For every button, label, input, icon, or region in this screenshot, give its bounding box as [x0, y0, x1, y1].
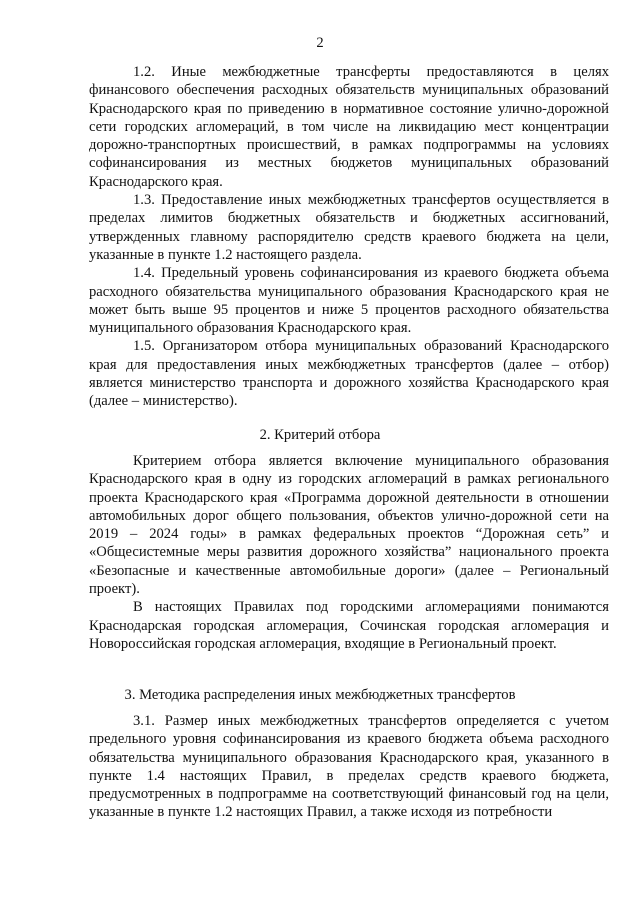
- paragraph-1-4: 1.4. Предельный уровень софинансирования из краевого бюджета объема расходного обязательства муниципального образования Краснодарского края не может быть выше 95 процентов и ниже 5 процентов расходного обязательства муниципального образования Краснодарского края.: [89, 265, 609, 337]
- paragraph-3-1: 3.1. Размер иных межбюджетных трансфертов определяется с учетом предельного уровня софинансирования из краевого бюджета объема расходного обязательства муниципального образования Краснодарского края, указанного в пункте 1.4 настоящих Правил, в пределах средств краевого бюджета, предусмотренных в подпрограмме на соответствующий финансовый год на цели, указанные в пункте 1.2 настоящих Правил, а также исходя из потребности: [89, 713, 609, 821]
- paragraph-1-3: 1.3. Предоставление иных межбюджетных трансфертов осуществляется в пределах лимитов бюджетных обязательств и бюджетных ассигнований, утвержденных главному распорядителю средств краевого бюджета на цели, указанные в пункте 1.2 настоящего раздела.: [89, 192, 609, 263]
- section-3-heading: 3. Методика распределения иных межбюджетных трансфертов: [124, 687, 516, 703]
- section-2-body: [89, 452, 609, 653]
- page-number: 2: [316, 35, 324, 51]
- paragraph-criterion: Критерием отбора является включение муниципального образования Краснодарского края в одну из городских агломераций в рамках регионального проекта Краснодарского края «Программа дорожной деятельности в отношении автомобильных дорог общего пользования, объектов улично-дорожной сети на 2019 – 2024 годы» в рамках федеральных проектов “Дорожная сеть” и «Общесистемные меры развития дорожного хозяйства” национального проекта «Безопасные и качественные автомобильные дороги» (далее – Региональный проект).: [89, 453, 609, 598]
- paragraph-1-2: 1.2. Иные межбюджетные трансферты предоставляются в целях финансового обеспечения расходных обязательств муниципальных образований Краснодарского края по приведению в нормативное состояние улично-дорожной сети городских агломераций, в том числе на ликвидацию мест концентрации дорожно-транспортных происшествий, в рамках подпрограммы на условиях софинансирования из местных бюджетов муниципальных образований Краснодарского края.: [89, 64, 609, 190]
- section-1-body: [89, 63, 609, 411]
- section-3-body: [89, 712, 609, 822]
- paragraph-1-5: 1.5. Организатором отбора муниципальных образований Краснодарского края для предоставления иных межбюджетных трансфертов (далее – отбор) является министерство транспорта и дорожного хозяйства Краснодарского края (далее – министерство).: [89, 338, 609, 410]
- section-2-heading: 2. Критерий отбора: [259, 427, 381, 443]
- paragraph-agglomerations: В настоящих Правилах под городскими агломерациями понимаются Краснодарская городская агломерация, Сочинская городская агломерация и Новороссийская городская агломерация, входящие в Региональный проект.: [89, 599, 609, 652]
